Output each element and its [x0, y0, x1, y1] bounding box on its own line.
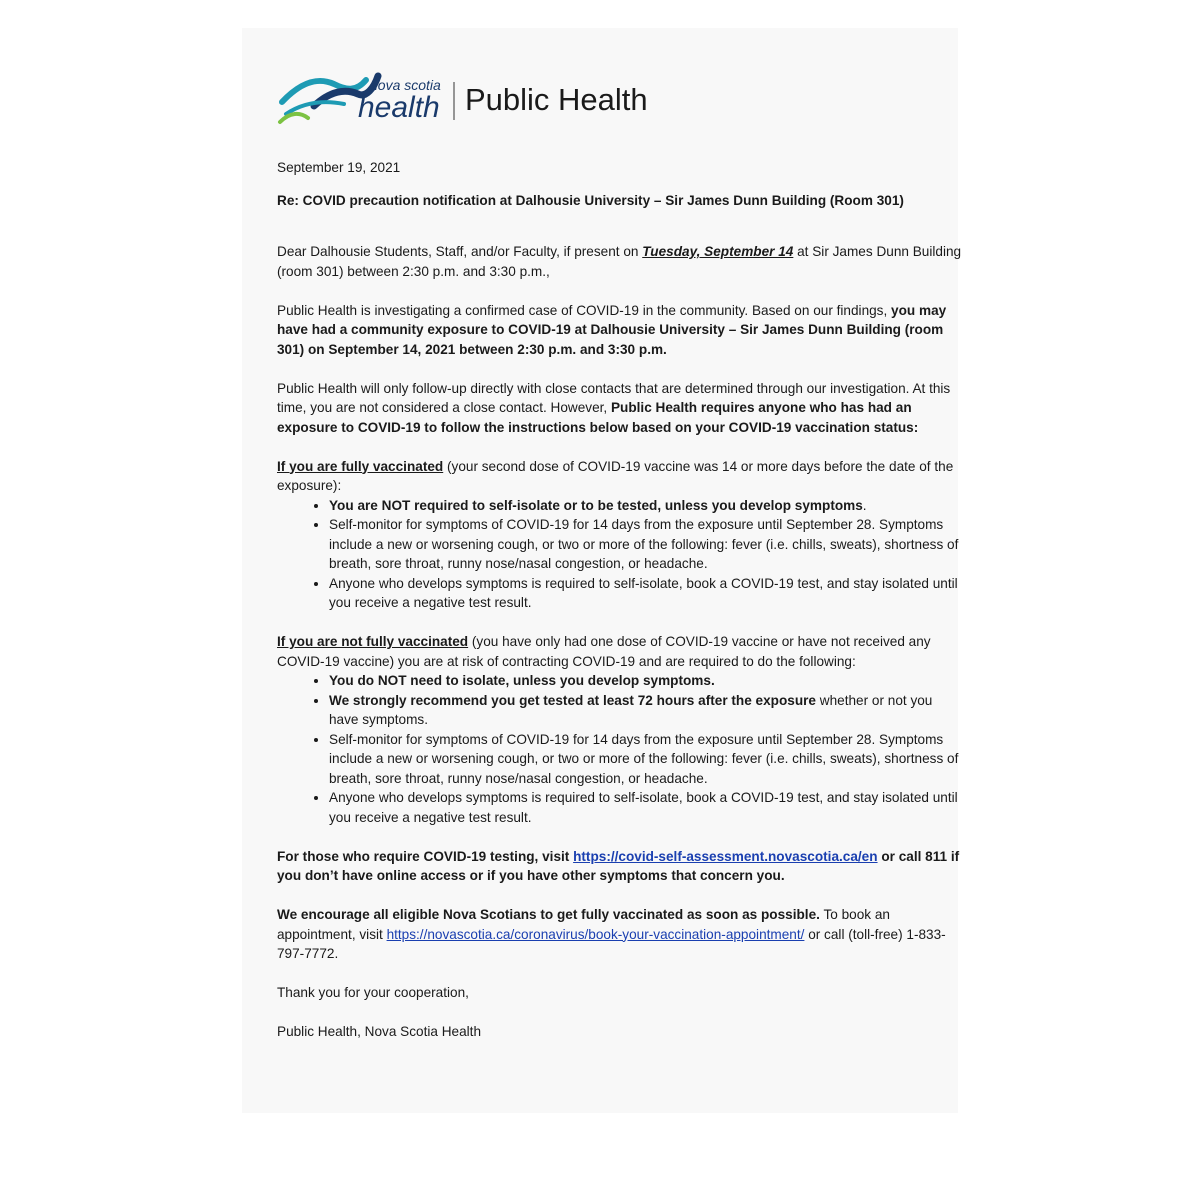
- list-item: • Self-monitor for symptoms of COVID-19 for 14 days from the exposure until September 28. Symptoms include a new or worsening cough, or two or more of the following: fever (i.e. chills, sweats), shortness of breath, sore throat, runny nose/nasal congestion, or headache.: [329, 730, 962, 789]
- brand-small-text: nova scotia: [370, 77, 441, 93]
- vaccination-booking-link[interactable]: https://novascotia.ca/coronavirus/book-your-vaccination-appointment/: [386, 926, 805, 942]
- list-item: • Self-monitor for symptoms of COVID-19 for 14 days from the exposure until September 28. Symptoms include a new or worsening cough, or two or more of the following: fever (i.e. chills, sweats), shortness of breath, sore throat, runny nose/nasal congestion, or headache.: [329, 515, 962, 574]
- list-item: • You are NOT required to self-isolate or to be tested, unless you develop symptoms.: [329, 496, 962, 516]
- followup-paragraph: Public Health will only follow-up directly with close contacts that are determined through our investigation. At this time, you are not considered a close contact. However, Public Health requires anyone who has had an exposure to COVID-19 to follow the instructions below based on your COVID-19 vaccination status:: [277, 380, 951, 435]
- list-item: • Anyone who develops symptoms is required to self-isolate, book a COVID-19 test, and stay isolated until you receive a negative test result.: [329, 574, 962, 613]
- list-item: • We strongly recommend you get tested at least 72 hours after the exposure whether or not you have symptoms.: [329, 691, 962, 730]
- letter-subject: Re: COVID precaution notification at Dalhousie University – Sir James Dunn Building (Room 301): [277, 192, 904, 208]
- signature-line: Public Health, Nova Scotia Health: [277, 1024, 482, 1039]
- list-item: • Anyone who develops symptoms is required to self-isolate, book a COVID-19 test, and stay isolated until you receive a negative test result.: [329, 788, 962, 827]
- vaccinated-intro: If you are fully vaccinated (your second dose of COVID-19 vaccine was 14 or more days before the date of the exposure):: [277, 458, 954, 493]
- unvaccinated-heading: If you are not fully vaccinated: [277, 634, 469, 649]
- testing-paragraph: For those who require COVID-19 testing, visit https://covid-self-assessment.novascotia.ca/en or call 811 if you don’t have online access or if you have other symptoms that concern you.: [277, 848, 960, 883]
- brand-big-text: health: [358, 91, 440, 124]
- nova-scotia-health-logo: [274, 62, 674, 136]
- investigation-paragraph: Public Health is investigating a confirmed case of COVID-19 in the community. Based on our findings, you may have had a community exposure to COVID-19 at Dalhousie University – Sir James Dunn Building (room 301) on September 14, 2021 between 2:30 p.m. and 3:30 p.m.: [277, 302, 947, 357]
- unvaccinated-list: [277, 671, 962, 827]
- letter-date: September 19, 2021: [277, 160, 401, 175]
- letter-body: [277, 158, 962, 1042]
- vaccinated-heading: If you are fully vaccinated: [277, 458, 444, 474]
- self-assessment-link[interactable]: https://covid-self-assessment.novascotia.ca/en: [573, 848, 878, 864]
- department-title: Public Health: [465, 82, 648, 117]
- vaccinated-list: [277, 496, 962, 613]
- vaccination-paragraph: We encourage all eligible Nova Scotians to get fully vaccinated as soon as possible. To book an appointment, visit https://novascotia.ca/coronavirus/book-your-vaccination-appointment/ or call (toll-free) 1-833-797-7772.: [277, 907, 946, 961]
- unvaccinated-intro: If you are not fully vaccinated (you have only had one dose of COVID-19 vaccine or have not received any COVID-19 vaccine) you are at risk of contracting COVID-19 and are required to do the following:: [277, 634, 931, 669]
- list-item: • You do NOT need to isolate, unless you develop symptoms.: [329, 671, 962, 691]
- thanks-line: Thank you for your cooperation,: [277, 985, 469, 1000]
- greeting-paragraph: Dear Dalhousie Students, Staff, and/or Faculty, if present on Tuesday, September 14 at Sir James Dunn Building (room 301) between 2:30 p.m. and 3:30 p.m.,: [277, 244, 962, 279]
- exposure-date: Tuesday, September 14: [642, 244, 794, 259]
